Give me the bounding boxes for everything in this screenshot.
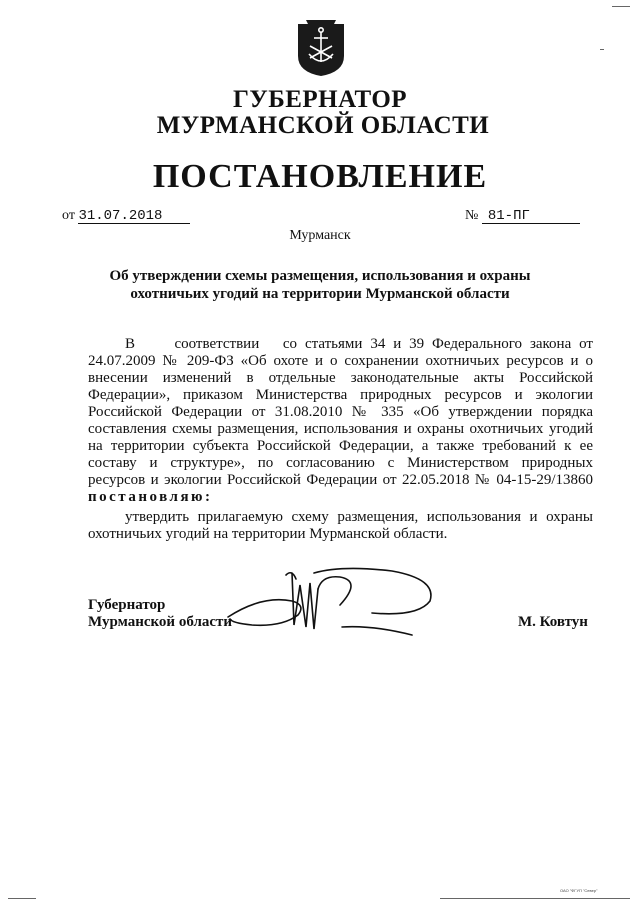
number-prefix: № [465, 208, 479, 223]
number-row [465, 208, 580, 224]
body-line: Федерации», приказом Министерства природных ресурсов и экологии [88, 387, 593, 403]
printer-mark: ОАО "ФГУП "Север" [560, 888, 598, 893]
body-line: на территории субъекта Российской Федерации, а также требований к ее [88, 438, 593, 454]
subject-line-1: Об утверждении схемы размещения, использования и охраны [109, 268, 531, 284]
signatory-title-line-2: Мурманской области [88, 614, 233, 630]
scan-mark [440, 898, 630, 899]
scan-mark [600, 49, 604, 50]
body-line: составу и структуре», по согласованию с Министерством природных [88, 455, 593, 471]
issuer-line-1: ГУБЕРНАТОР [232, 86, 408, 113]
subject-line-2: охотничьих угодий на территории Мурманской области [130, 286, 510, 302]
handwritten-signature [222, 565, 457, 640]
date-row [62, 208, 190, 224]
body-line: В соответствии со статьями 34 и 39 Федерального закона от [125, 336, 593, 352]
document-date: 31.07.2018 [78, 209, 190, 224]
scan-mark [612, 6, 630, 7]
scan-mark [8, 898, 36, 899]
body-line: 24.07.2009 № 209-ФЗ «Об охоте и о сохранении охотничьих ресурсов и о [88, 353, 593, 369]
document-number: 81-ПГ [482, 209, 580, 224]
city: Мурманск [289, 228, 351, 243]
body-line: Российской Федерации от 31.08.2010 № 335 «Об утверждении порядка [88, 404, 593, 420]
decision-line-2: охотничьих угодий на территории Мурманской области. [88, 526, 448, 542]
body-line: составления схемы размещения, использования и охраны охотничьих угодий [88, 421, 593, 437]
body-line: внесении изменений в отдельные законодательные акты Российской [88, 370, 593, 386]
decision-line-1: утвердить прилагаемую схему размещения, использования и охраны [125, 509, 593, 525]
issuer-line-2: МУРМАНСКОЙ ОБЛАСТИ [156, 112, 490, 139]
coat-of-arms-icon [296, 18, 346, 78]
signatory-title-line-1: Губернатор [88, 597, 166, 613]
date-prefix: от [62, 208, 75, 223]
body-line: ресурсов и экологии Российской Федерации от 22.05.2018 № 04-15-29/13860 [88, 472, 593, 488]
decree-word: постановляю: [88, 489, 213, 505]
document-subject [100, 267, 540, 303]
signatory-name: М. Ковтун [518, 614, 588, 630]
document-type-title: ПОСТАНОВЛЕНИЕ [152, 158, 488, 195]
